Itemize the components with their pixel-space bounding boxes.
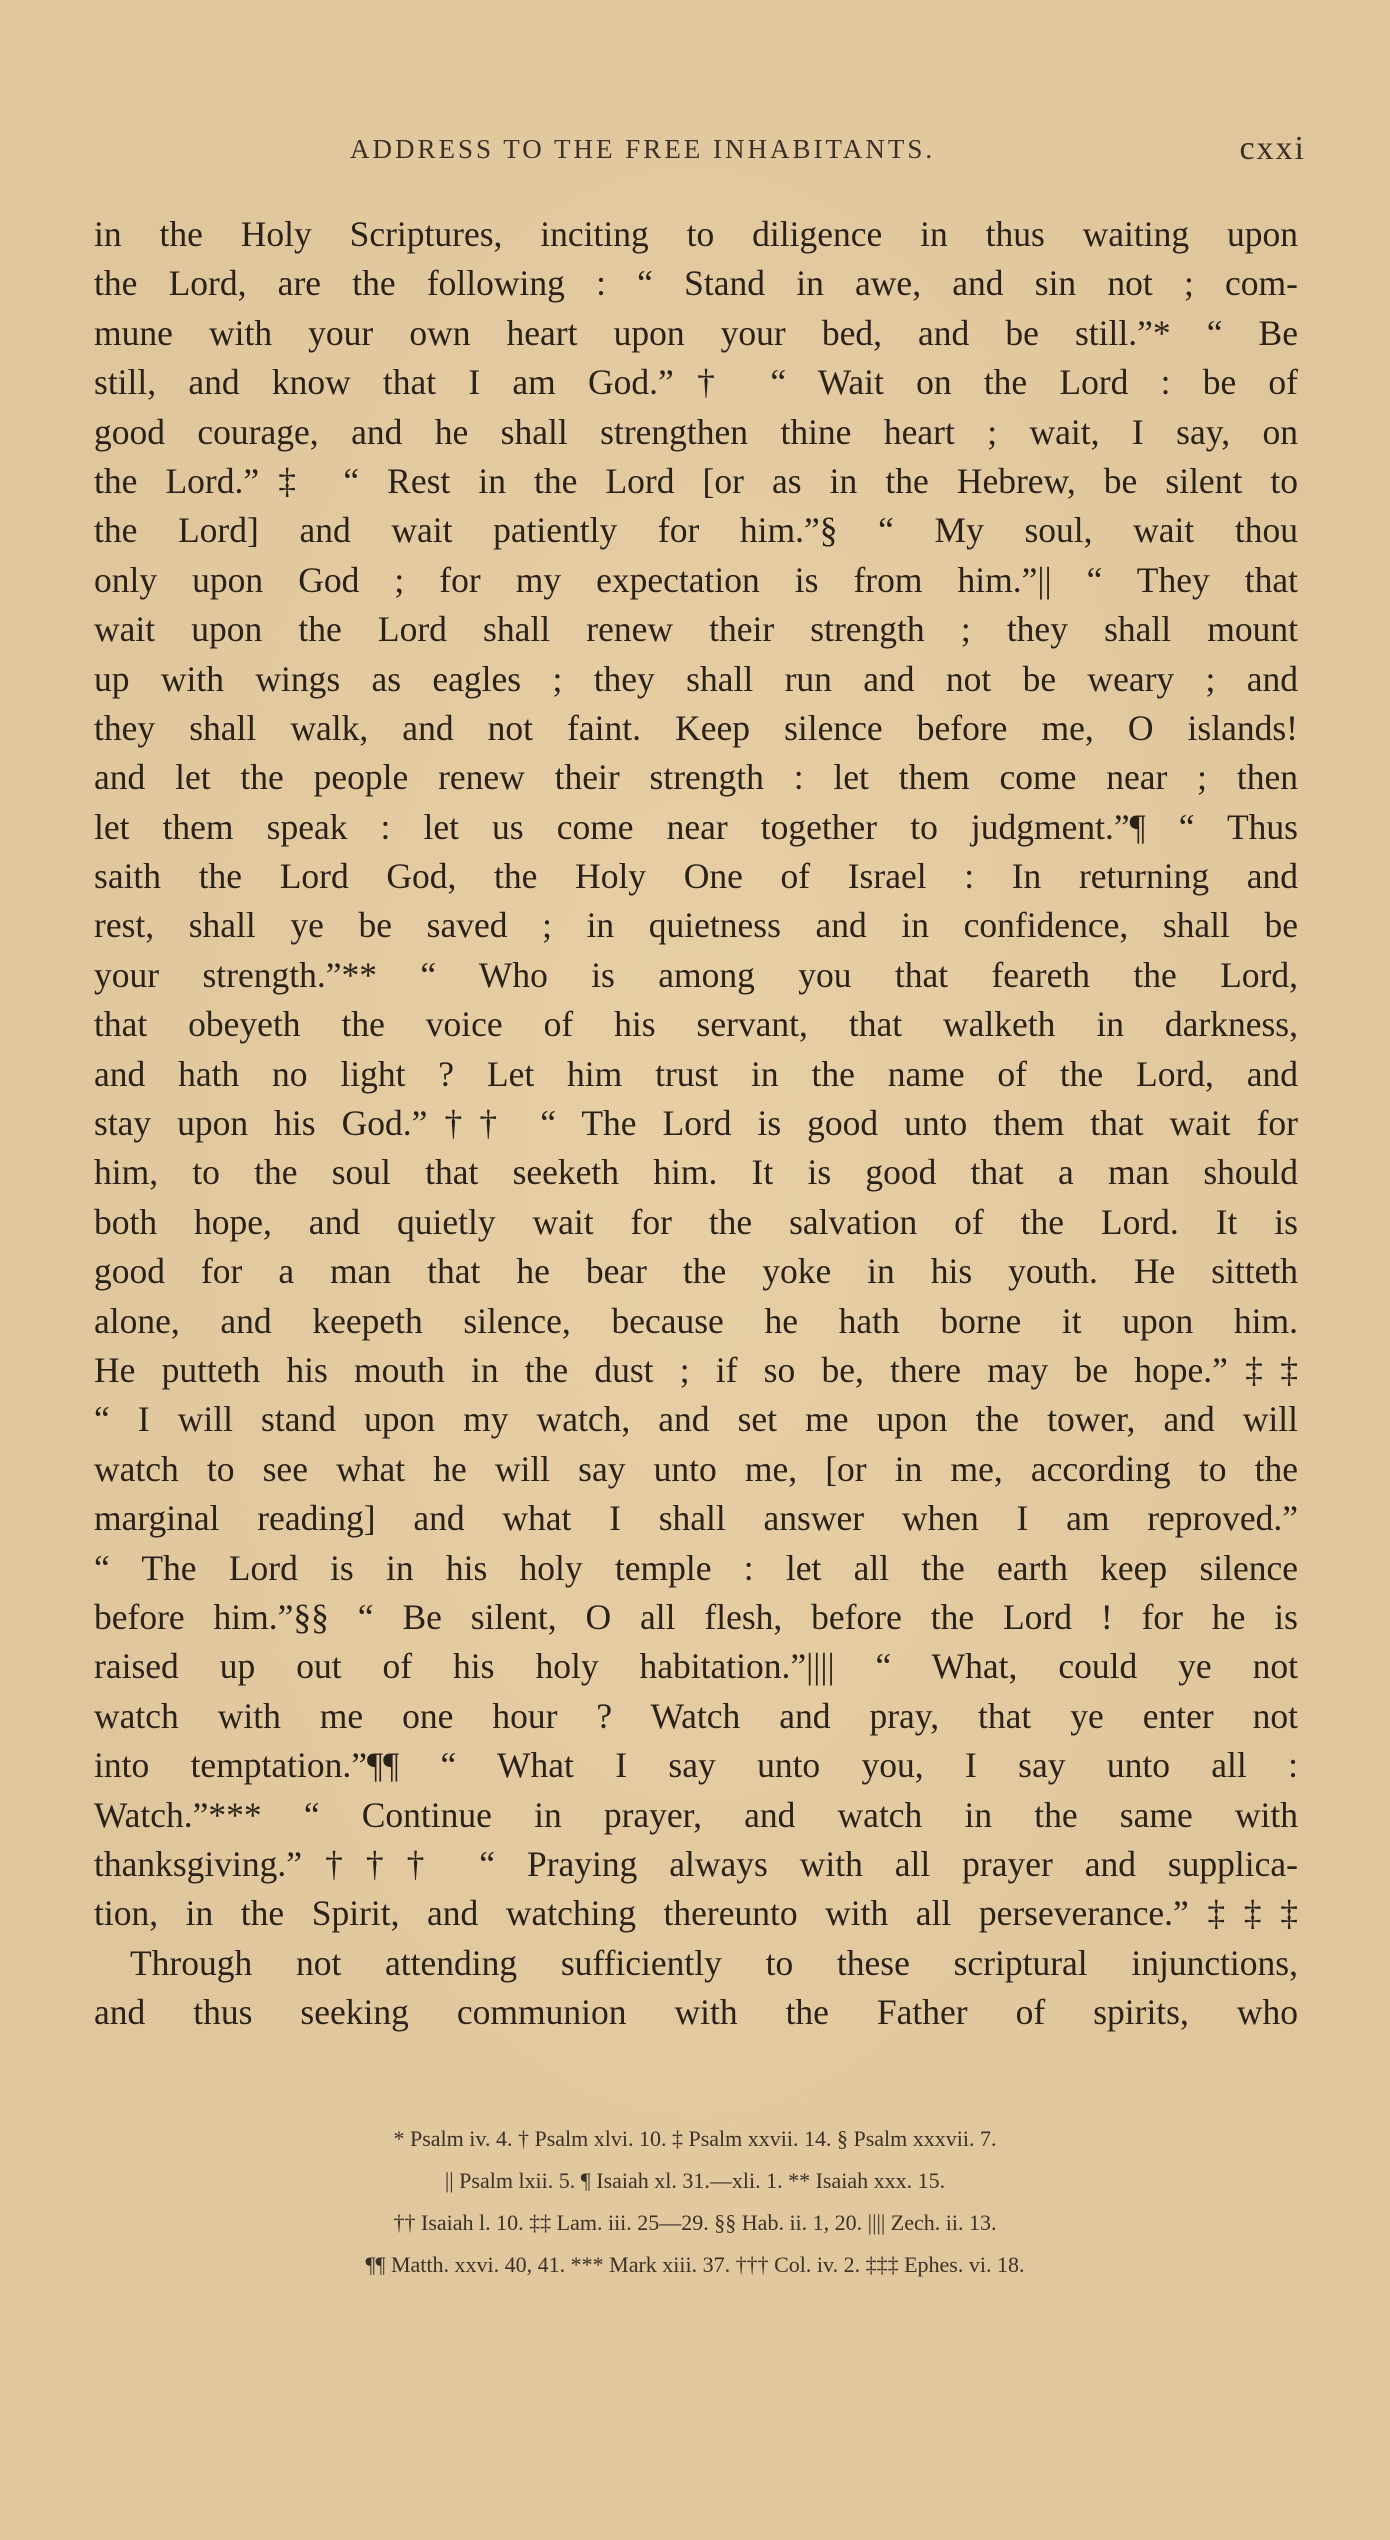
text-line: still, and know that I am God.”† “ Wait on the Lord : be of: [94, 362, 1298, 403]
text-line: thanksgiving.”††† “ Praying always with all prayer and supplica-: [94, 1843, 1298, 1884]
text-line: into temptation.”¶¶ “ What I say unto you, I say unto all :: [94, 1745, 1298, 1786]
text-line: only upon God ; for my expectation is from him.”|| “ They that: [94, 559, 1298, 600]
text-line: him, to the soul that seeketh him. It is good that a man should: [94, 1152, 1298, 1193]
text-line: the Lord] and wait patiently for him.”§ “ My soul, wait thou: [94, 510, 1298, 551]
text-line: watch to see what he will say unto me, [or in me, according to the: [94, 1448, 1298, 1489]
text-line: they shall walk, and not faint. Keep silence before me, O islands!: [94, 707, 1298, 748]
footnote-line: || Psalm lxii. 5. ¶ Isaiah xl. 31.—xli. 1. ** Isaiah xxx. 15.: [444, 2168, 946, 2193]
text-line: the Lord.”‡ “ Rest in the Lord [or as in the Hebrew, be silent to: [94, 460, 1298, 501]
text-line: in the Holy Scriptures, inciting to diligence in thus waiting upon: [94, 214, 1298, 254]
text-line: watch with me one hour ? Watch and pray, that ye enter not: [94, 1695, 1298, 1736]
text-line: rest, shall ye be saved ; in quietness and in confidence, shall be: [94, 905, 1298, 946]
text-line: the Lord, are the following : “ Stand in awe, and sin not ; com-: [94, 263, 1298, 304]
running-head: [0, 130, 1390, 174]
text-line: marginal reading] and what I shall answer when I am reproved.”: [94, 1498, 1298, 1539]
text-line: tion, in the Spirit, and watching thereunto with all perseverance.”‡‡‡: [94, 1893, 1298, 1934]
text-line: that obeyeth the voice of his servant, that walketh in darkness,: [94, 1004, 1298, 1045]
page-number: cxxi: [1239, 130, 1306, 167]
footnote-line: †† Isaiah l. 10. ‡‡ Lam. iii. 25—29. §§ Hab. ii. 1, 20. |||| Zech. ii. 13.: [393, 2210, 997, 2235]
footnotes: [120, 2118, 1270, 2286]
text-line: and thus seeking communion with the Father of spirits, who: [94, 1992, 1298, 2033]
text-line: good courage, and he shall strengthen thine heart ; wait, I say, on: [94, 411, 1298, 452]
text-line: saith the Lord God, the Holy One of Israel : In returning and: [94, 856, 1298, 897]
text-line: your strength.”** “ Who is among you that feareth the Lord,: [94, 954, 1298, 995]
footnote-line: ¶¶ Matth. xxvi. 40, 41. *** Mark xiii. 37. ††† Col. iv. 2. ‡‡‡ Ephes. vi. 18.: [365, 2252, 1025, 2277]
body-text: [94, 210, 1298, 2037]
text-line: and let the people renew their strength : let them come near ; then: [94, 757, 1298, 798]
text-line: let them speak : let us come near together to judgment.”¶ “ Thus: [94, 806, 1298, 847]
text-line: both hope, and quietly wait for the salvation of the Lord. It is: [94, 1201, 1298, 1242]
text-line: stay upon his God.”†† “ The Lord is good unto them that wait for: [94, 1103, 1298, 1144]
text-line: “ The Lord is in his holy temple : let all the earth keep silence: [94, 1547, 1298, 1588]
text-line-paragraph-start: Through not attending sufficiently to these scriptural injunctions,: [130, 1942, 1298, 1983]
text-line: up with wings as eagles ; they shall run and not be weary ; and: [94, 658, 1298, 699]
running-title: ADDRESS TO THE FREE INHABITANTS.: [350, 134, 936, 164]
footnote-line: * Psalm iv. 4. † Psalm xlvi. 10. ‡ Psalm xxvii. 14. § Psalm xxxvii. 7.: [393, 2126, 997, 2151]
text-line: alone, and keepeth silence, because he hath borne it upon him.: [94, 1300, 1298, 1341]
text-line: Watch.”*** “ Continue in prayer, and watch in the same with: [94, 1794, 1298, 1835]
text-line: mune with your own heart upon your bed, and be still.”* “ Be: [94, 312, 1298, 353]
text-line: raised up out of his holy habitation.”|||| “ What, could ye not: [94, 1646, 1298, 1687]
text-line: good for a man that he bear the yoke in his youth. He sitteth: [94, 1251, 1298, 1292]
text-line: and hath no light ? Let him trust in the name of the Lord, and: [94, 1053, 1298, 1094]
text-line: before him.”§§ “ Be silent, O all flesh, before the Lord ! for he is: [94, 1596, 1298, 1637]
text-line: He putteth his mouth in the dust ; if so be, there may be hope.”‡‡: [94, 1349, 1298, 1390]
text-line: wait upon the Lord shall renew their strength ; they shall mount: [94, 609, 1298, 650]
text-line: “ I will stand upon my watch, and set me upon the tower, and will: [94, 1399, 1298, 1440]
